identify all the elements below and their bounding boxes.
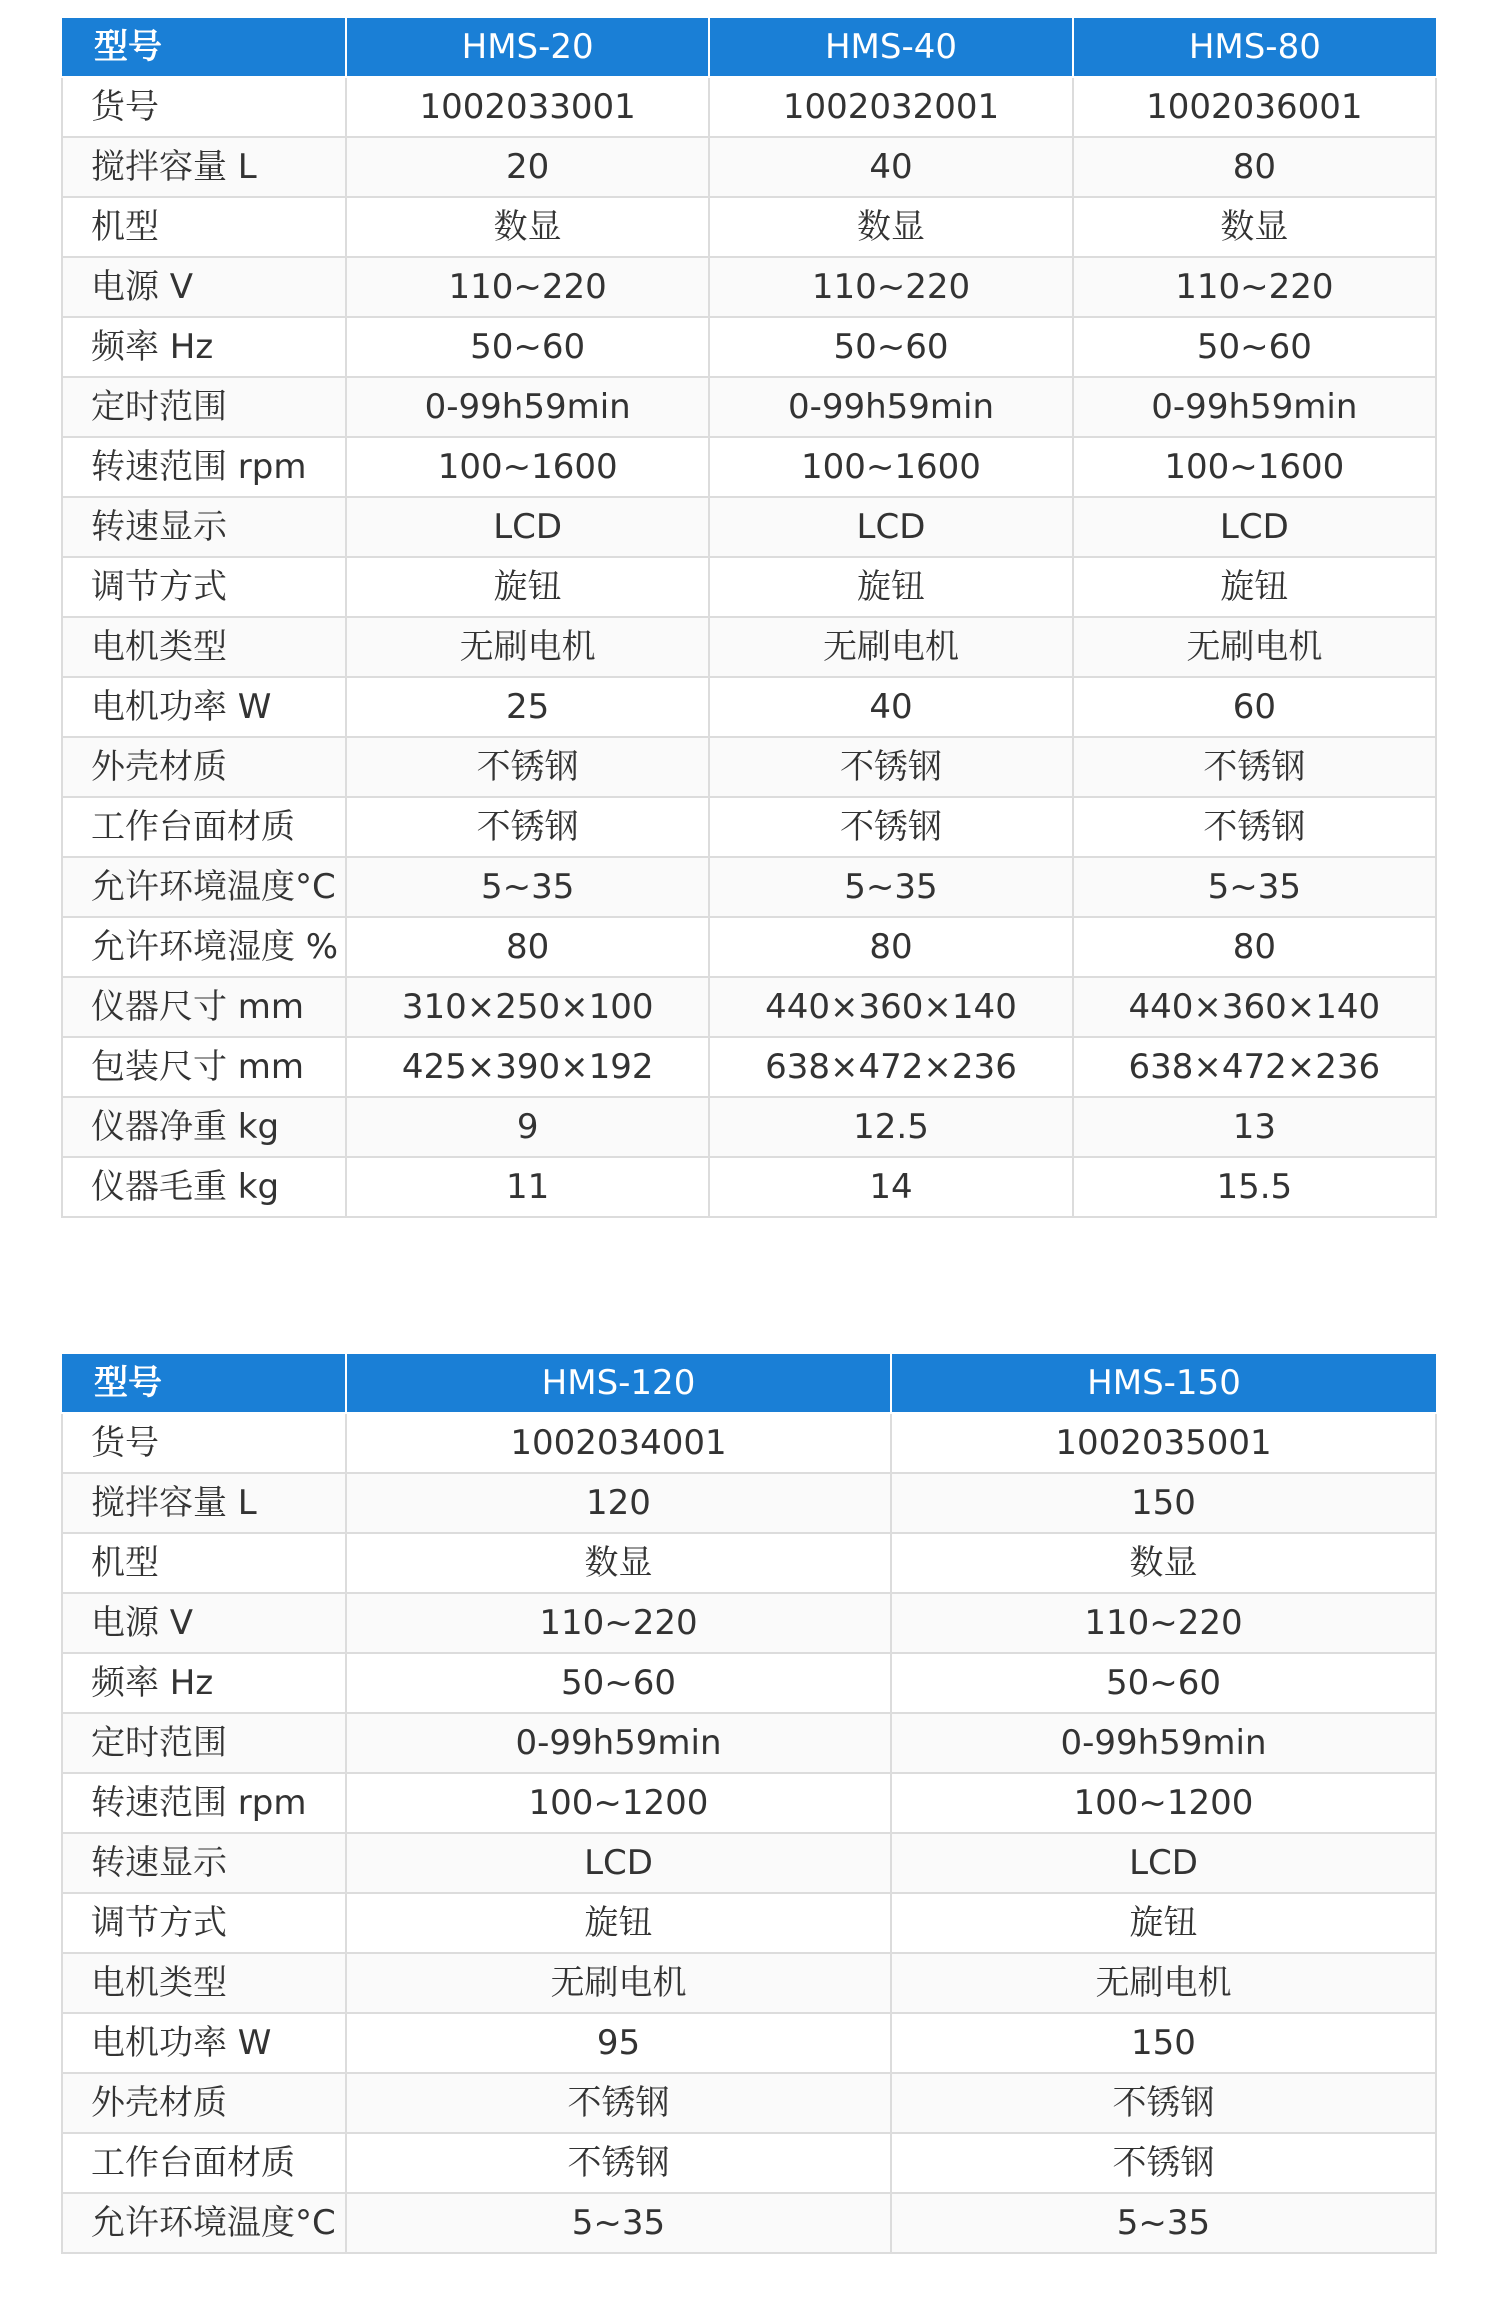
spec-value-cell: LCD xyxy=(709,497,1072,557)
spec-value-cell: 5~35 xyxy=(346,2193,891,2253)
model-header-cell: HMS-150 xyxy=(891,1354,1436,1413)
table-row xyxy=(62,1893,1436,1953)
spec-value-cell: LCD xyxy=(891,1833,1436,1893)
spec-value-cell: 110~220 xyxy=(891,1593,1436,1653)
row-label: 电机类型 xyxy=(62,617,346,677)
spec-table-hms-20-80 xyxy=(61,18,1437,1218)
row-label: 货号 xyxy=(62,1413,346,1473)
row-label: 调节方式 xyxy=(62,1893,346,1953)
row-label: 机型 xyxy=(62,1533,346,1593)
spec-value-cell: 40 xyxy=(709,677,1072,737)
table-row xyxy=(62,2013,1436,2073)
spec-value-cell: 0-99h59min xyxy=(346,1713,891,1773)
spec-value-cell: 425×390×192 xyxy=(346,1037,709,1097)
table-row xyxy=(62,2073,1436,2133)
spec-value-cell: 旋钮 xyxy=(346,1893,891,1953)
row-label: 频率 Hz xyxy=(62,1653,346,1713)
spec-value-cell: 100~1200 xyxy=(891,1773,1436,1833)
spec-value-cell: 旋钮 xyxy=(891,1893,1436,1953)
table-header xyxy=(62,18,1436,77)
row-label: 仪器净重 kg xyxy=(62,1097,346,1157)
spec-value-cell: 100~1600 xyxy=(1073,437,1436,497)
row-label: 搅拌容量 L xyxy=(62,137,346,197)
spec-value-cell: 100~1600 xyxy=(346,437,709,497)
model-header-cell: HMS-120 xyxy=(346,1354,891,1413)
row-label: 允许环境温度°C xyxy=(62,2193,346,2253)
table-row xyxy=(62,1773,1436,1833)
table-row xyxy=(62,497,1436,557)
spec-value-cell: 80 xyxy=(1073,137,1436,197)
table-row xyxy=(62,317,1436,377)
spec-value-cell: 不锈钢 xyxy=(346,2073,891,2133)
table-row xyxy=(62,77,1436,137)
row-label: 仪器尺寸 mm xyxy=(62,977,346,1037)
spec-value-cell: 15.5 xyxy=(1073,1157,1436,1217)
spec-value-cell: 25 xyxy=(346,677,709,737)
row-label: 转速显示 xyxy=(62,497,346,557)
spec-value-cell: 0-99h59min xyxy=(709,377,1072,437)
table-row xyxy=(62,617,1436,677)
spec-value-cell: 1002036001 xyxy=(1073,77,1436,137)
spec-value-cell: 110~220 xyxy=(709,257,1072,317)
row-label: 调节方式 xyxy=(62,557,346,617)
table-row xyxy=(62,977,1436,1037)
table-row xyxy=(62,197,1436,257)
table-row xyxy=(62,257,1436,317)
table-row xyxy=(62,2193,1436,2253)
spec-value-cell: 80 xyxy=(709,917,1072,977)
table-row xyxy=(62,1653,1436,1713)
spec-value-cell: 不锈钢 xyxy=(891,2073,1436,2133)
table-header xyxy=(62,1354,1436,1413)
spec-value-cell: 不锈钢 xyxy=(1073,737,1436,797)
spec-value-cell: 1002035001 xyxy=(891,1413,1436,1473)
spec-value-cell: 数显 xyxy=(346,1533,891,1593)
row-label: 电机功率 W xyxy=(62,677,346,737)
table-row xyxy=(62,1473,1436,1533)
row-label: 电机功率 W xyxy=(62,2013,346,2073)
spec-value-cell: 14 xyxy=(709,1157,1072,1217)
spec-value-cell: 12.5 xyxy=(709,1097,1072,1157)
spec-value-cell: 0-99h59min xyxy=(891,1713,1436,1773)
spec-value-cell: 310×250×100 xyxy=(346,977,709,1037)
row-label: 电机类型 xyxy=(62,1953,346,2013)
table-row xyxy=(62,737,1436,797)
spec-value-cell: 100~1600 xyxy=(709,437,1072,497)
spec-value-cell: 50~60 xyxy=(346,1653,891,1713)
spec-value-cell: 13 xyxy=(1073,1097,1436,1157)
row-label: 仪器毛重 kg xyxy=(62,1157,346,1217)
spec-value-cell: 1002032001 xyxy=(709,77,1072,137)
row-label: 电源 V xyxy=(62,257,346,317)
row-label: 转速范围 rpm xyxy=(62,1773,346,1833)
spec-table-hms-120-150 xyxy=(61,1354,1437,2254)
spec-value-cell: 5~35 xyxy=(346,857,709,917)
table-row xyxy=(62,1533,1436,1593)
spec-value-cell: 110~220 xyxy=(346,1593,891,1653)
spec-value-cell: 无刷电机 xyxy=(1073,617,1436,677)
spec-value-cell: 50~60 xyxy=(1073,317,1436,377)
spec-value-cell: 1002034001 xyxy=(346,1413,891,1473)
spec-value-cell: 1002033001 xyxy=(346,77,709,137)
row-label: 允许环境温度°C xyxy=(62,857,346,917)
spec-value-cell: 不锈钢 xyxy=(346,797,709,857)
header-row xyxy=(62,1354,1436,1413)
spec-value-cell: 110~220 xyxy=(1073,257,1436,317)
row-label: 定时范围 xyxy=(62,377,346,437)
spec-value-cell: 不锈钢 xyxy=(1073,797,1436,857)
model-header-cell: HMS-20 xyxy=(346,18,709,77)
row-label: 工作台面材质 xyxy=(62,2133,346,2193)
table-row xyxy=(62,677,1436,737)
spec-value-cell: 50~60 xyxy=(891,1653,1436,1713)
spec-value-cell: 60 xyxy=(1073,677,1436,737)
table-row xyxy=(62,797,1436,857)
spec-value-cell: 旋钮 xyxy=(709,557,1072,617)
table-row xyxy=(62,917,1436,977)
spec-value-cell: 不锈钢 xyxy=(891,2133,1436,2193)
spec-value-cell: 旋钮 xyxy=(346,557,709,617)
spec-value-cell: 95 xyxy=(346,2013,891,2073)
table-row xyxy=(62,377,1436,437)
spec-value-cell: 150 xyxy=(891,1473,1436,1533)
table-row xyxy=(62,1157,1436,1217)
table-row xyxy=(62,1037,1436,1097)
row-label: 转速显示 xyxy=(62,1833,346,1893)
spec-value-cell: 无刷电机 xyxy=(891,1953,1436,2013)
spec-value-cell: LCD xyxy=(346,497,709,557)
spec-value-cell: 80 xyxy=(346,917,709,977)
spec-value-cell: 50~60 xyxy=(709,317,1072,377)
spec-value-cell: 100~1200 xyxy=(346,1773,891,1833)
table-row xyxy=(62,1097,1436,1157)
spec-value-cell: 638×472×236 xyxy=(709,1037,1072,1097)
spec-value-cell: 无刷电机 xyxy=(346,1953,891,2013)
row-label: 机型 xyxy=(62,197,346,257)
model-label-header: 型号 xyxy=(62,18,346,77)
spec-value-cell: 旋钮 xyxy=(1073,557,1436,617)
model-header-cell: HMS-40 xyxy=(709,18,1072,77)
spec-value-cell: 440×360×140 xyxy=(709,977,1072,1037)
model-header-cell: HMS-80 xyxy=(1073,18,1436,77)
row-label: 包装尺寸 mm xyxy=(62,1037,346,1097)
table-row xyxy=(62,1953,1436,2013)
spec-value-cell: 数显 xyxy=(1073,197,1436,257)
spec-value-cell: 0-99h59min xyxy=(1073,377,1436,437)
table-row xyxy=(62,2133,1436,2193)
spec-value-cell: 9 xyxy=(346,1097,709,1157)
spec-value-cell: 不锈钢 xyxy=(346,737,709,797)
spec-value-cell: 5~35 xyxy=(709,857,1072,917)
spec-value-cell: 数显 xyxy=(891,1533,1436,1593)
table-row xyxy=(62,857,1436,917)
header-row xyxy=(62,18,1436,77)
row-label: 外壳材质 xyxy=(62,2073,346,2133)
row-label: 外壳材质 xyxy=(62,737,346,797)
table-row xyxy=(62,137,1436,197)
table-row xyxy=(62,1713,1436,1773)
row-label: 货号 xyxy=(62,77,346,137)
spec-value-cell: 80 xyxy=(1073,917,1436,977)
spec-value-cell: 40 xyxy=(709,137,1072,197)
table-body xyxy=(62,1413,1436,2253)
spec-value-cell: 不锈钢 xyxy=(709,737,1072,797)
spec-value-cell: 50~60 xyxy=(346,317,709,377)
spec-value-cell: LCD xyxy=(1073,497,1436,557)
table-row xyxy=(62,1413,1436,1473)
spec-value-cell: 不锈钢 xyxy=(346,2133,891,2193)
spec-value-cell: 无刷电机 xyxy=(346,617,709,677)
table-row xyxy=(62,1833,1436,1893)
spec-value-cell: 110~220 xyxy=(346,257,709,317)
table-row xyxy=(62,557,1436,617)
spec-value-cell: 638×472×236 xyxy=(1073,1037,1436,1097)
spec-value-cell: 150 xyxy=(891,2013,1436,2073)
spec-value-cell: 440×360×140 xyxy=(1073,977,1436,1037)
row-label: 工作台面材质 xyxy=(62,797,346,857)
spec-value-cell: 数显 xyxy=(346,197,709,257)
spec-value-cell: 不锈钢 xyxy=(709,797,1072,857)
table-body xyxy=(62,77,1436,1217)
spec-value-cell: 无刷电机 xyxy=(709,617,1072,677)
row-label: 转速范围 rpm xyxy=(62,437,346,497)
spec-value-cell: 5~35 xyxy=(1073,857,1436,917)
spec-value-cell: LCD xyxy=(346,1833,891,1893)
spec-value-cell: 0-99h59min xyxy=(346,377,709,437)
model-label-header: 型号 xyxy=(62,1354,346,1413)
table-row xyxy=(62,437,1436,497)
row-label: 允许环境湿度 % xyxy=(62,917,346,977)
row-label: 定时范围 xyxy=(62,1713,346,1773)
spec-value-cell: 11 xyxy=(346,1157,709,1217)
spec-value-cell: 120 xyxy=(346,1473,891,1533)
row-label: 电源 V xyxy=(62,1593,346,1653)
spec-value-cell: 数显 xyxy=(709,197,1072,257)
spec-value-cell: 5~35 xyxy=(891,2193,1436,2253)
table-row xyxy=(62,1593,1436,1653)
row-label: 搅拌容量 L xyxy=(62,1473,346,1533)
row-label: 频率 Hz xyxy=(62,317,346,377)
spec-value-cell: 20 xyxy=(346,137,709,197)
